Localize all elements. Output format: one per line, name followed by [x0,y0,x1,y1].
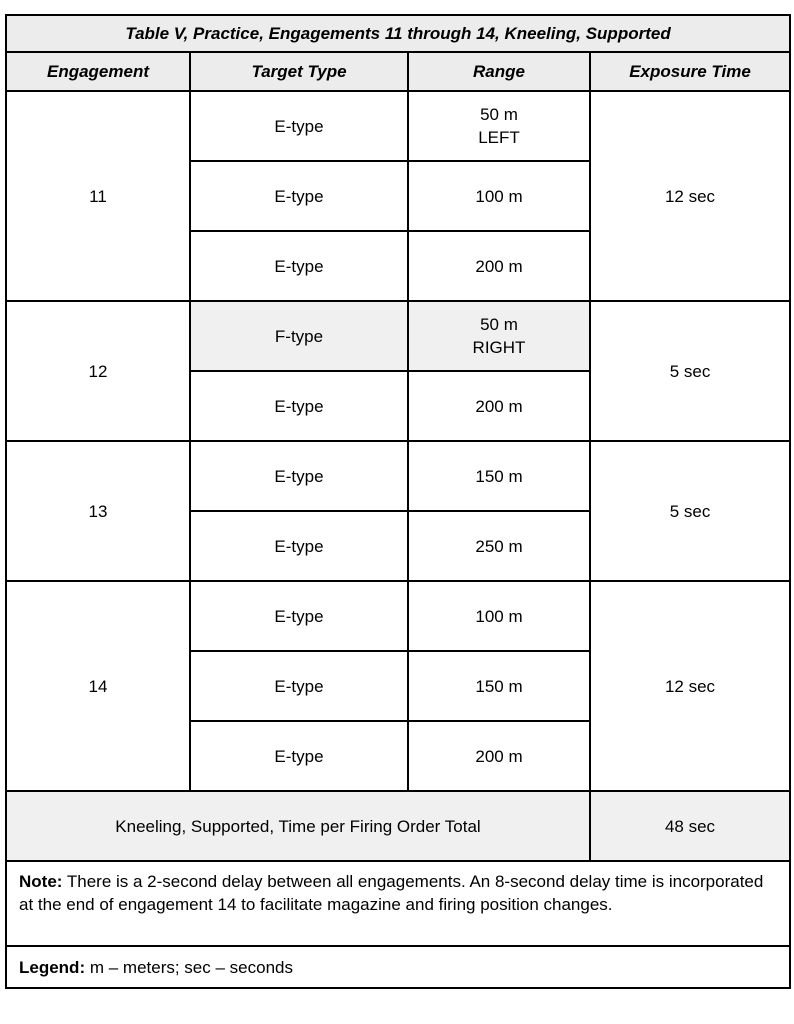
range-cell: 200 m [408,231,590,301]
target-type-cell: E-type [190,371,408,441]
legend-text: m – meters; sec – seconds [89,957,293,977]
legend-cell [6,946,790,988]
range-cell: 200 m [408,721,590,791]
total-row [6,791,790,861]
note-label: Note: [19,872,63,891]
range-cell [408,91,590,161]
target-type-cell: F-type [190,301,408,371]
total-value: 48 sec [590,791,790,861]
table-row [6,581,790,651]
exposure-time-cell: 5 sec [590,301,790,441]
note-text: There is a 2-second delay between all engagements. An 8-second delay time is incorporated at the end of engagement 14 to facilitate magazine and firing position changes. [19,872,764,914]
engagement-number: 13 [6,441,190,581]
target-type-cell: E-type [190,91,408,161]
engagement-number: 14 [6,581,190,791]
target-type-cell: E-type [190,651,408,721]
header-target-type: Target Type [190,52,408,91]
note-row [6,861,790,946]
exposure-time-cell: 5 sec [590,441,790,581]
engagements-table [5,14,791,989]
header-exposure-time: Exposure Time [590,52,790,91]
table-caption: Table V, Practice, Engagements 11 through 14, Kneeling, Supported [6,15,790,52]
range-side: LEFT [478,128,520,147]
header-range: Range [408,52,590,91]
target-type-cell: E-type [190,161,408,231]
target-type-cell: E-type [190,441,408,511]
range-cell [408,301,590,371]
range-cell: 150 m [408,441,590,511]
range-value: 50 m [480,315,518,334]
range-cell: 100 m [408,161,590,231]
table-row [6,301,790,371]
range-cell: 200 m [408,371,590,441]
range-cell: 250 m [408,511,590,581]
legend-row [6,946,790,988]
exposure-time-cell: 12 sec [590,91,790,301]
target-type-cell: E-type [190,721,408,791]
note-cell [6,861,790,946]
engagement-number: 11 [6,91,190,301]
engagement-number: 12 [6,301,190,441]
table-row [6,91,790,161]
exposure-time-cell: 12 sec [590,581,790,791]
table-row [6,441,790,511]
range-side: RIGHT [472,338,526,357]
legend-label: Legend: [19,957,86,977]
range-cell: 150 m [408,651,590,721]
header-engagement: Engagement [6,52,190,91]
range-value: 50 m [480,105,518,124]
target-type-cell: E-type [190,581,408,651]
total-label: Kneeling, Supported, Time per Firing Order Total [6,791,590,861]
range-cell: 100 m [408,581,590,651]
target-type-cell: E-type [190,231,408,301]
target-type-cell: E-type [190,511,408,581]
